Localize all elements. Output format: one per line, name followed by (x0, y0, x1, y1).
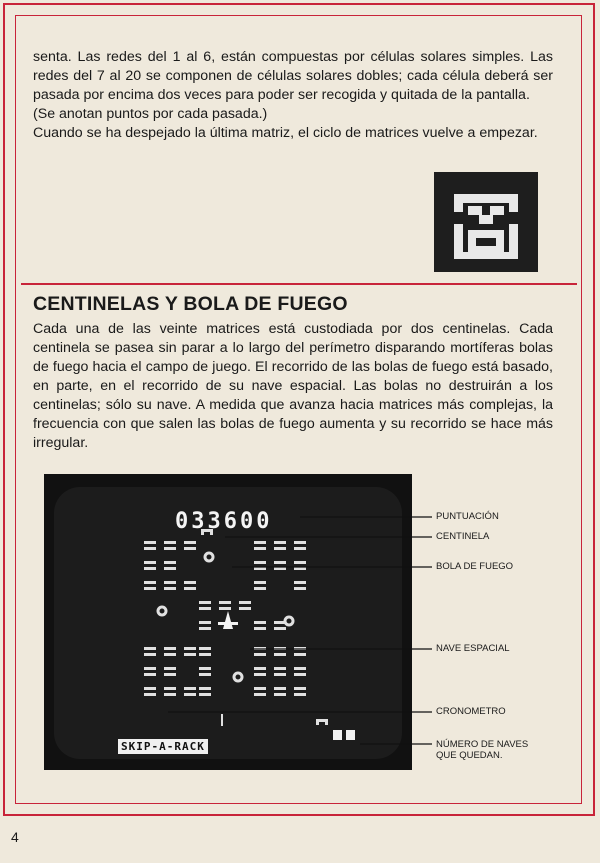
label-ships-left: NÚMERO DE NAVES QUE QUEDAN. (436, 739, 529, 761)
section-heading: CENTINELAS Y BOLA DE FUEGO (33, 293, 348, 315)
label-sentinel: CENTINELA (436, 531, 490, 542)
label-score: PUNTUACIÓN (436, 511, 499, 522)
section-divider (21, 283, 577, 285)
intro-line-1: senta. Las redes del 1 al 6, están compuestas por células solares simples. Las redes del 7 al 20 se componen de células solares dobles; cada célula deberá ser pasada por encima dos veces para poder ser recogida y quitada de la pantalla. (33, 49, 553, 103)
label-ship: NAVE ESPACIAL (436, 643, 510, 654)
section-body-text: Cada una de las veinte matrices está custodiada por dos centinelas. Cada centinela se pasea sin parar a lo largo del perímetro disparando mortíferas bolas de fuego hacia el campo de juego. El recorrido de las bolas de fuego está basado, en parte, en el recorrido de su nave espacial. Las bolas no destruirán a los centinelas; sólo su nave. A medida que avanza hacia matrices más complejas, la frecuencia con que salen las bolas de fuego aumenta y su recorrido se hace más irregular. (33, 321, 553, 451)
score-display: 033600 (175, 509, 273, 534)
skip-a-rack-label: SKIP-A-RACK (118, 739, 208, 754)
game-character-icon (434, 172, 538, 272)
sentinel-bottom (316, 719, 328, 725)
label-timer: CRONOMETRO (436, 706, 506, 717)
label-fireball: BOLA DE FUEGO (436, 561, 514, 572)
intro-line-2: (Se anotan puntos por cada pasada.) (33, 106, 268, 122)
intro-paragraph (33, 48, 553, 143)
page-number: 4 (11, 829, 19, 845)
ship-sprite (223, 611, 233, 629)
intro-line-3: Cuando se ha despejado la última matriz, el ciclo de matrices vuelve a empezar. (33, 125, 538, 141)
robot-face-icon (434, 172, 538, 272)
section-body (33, 320, 553, 453)
